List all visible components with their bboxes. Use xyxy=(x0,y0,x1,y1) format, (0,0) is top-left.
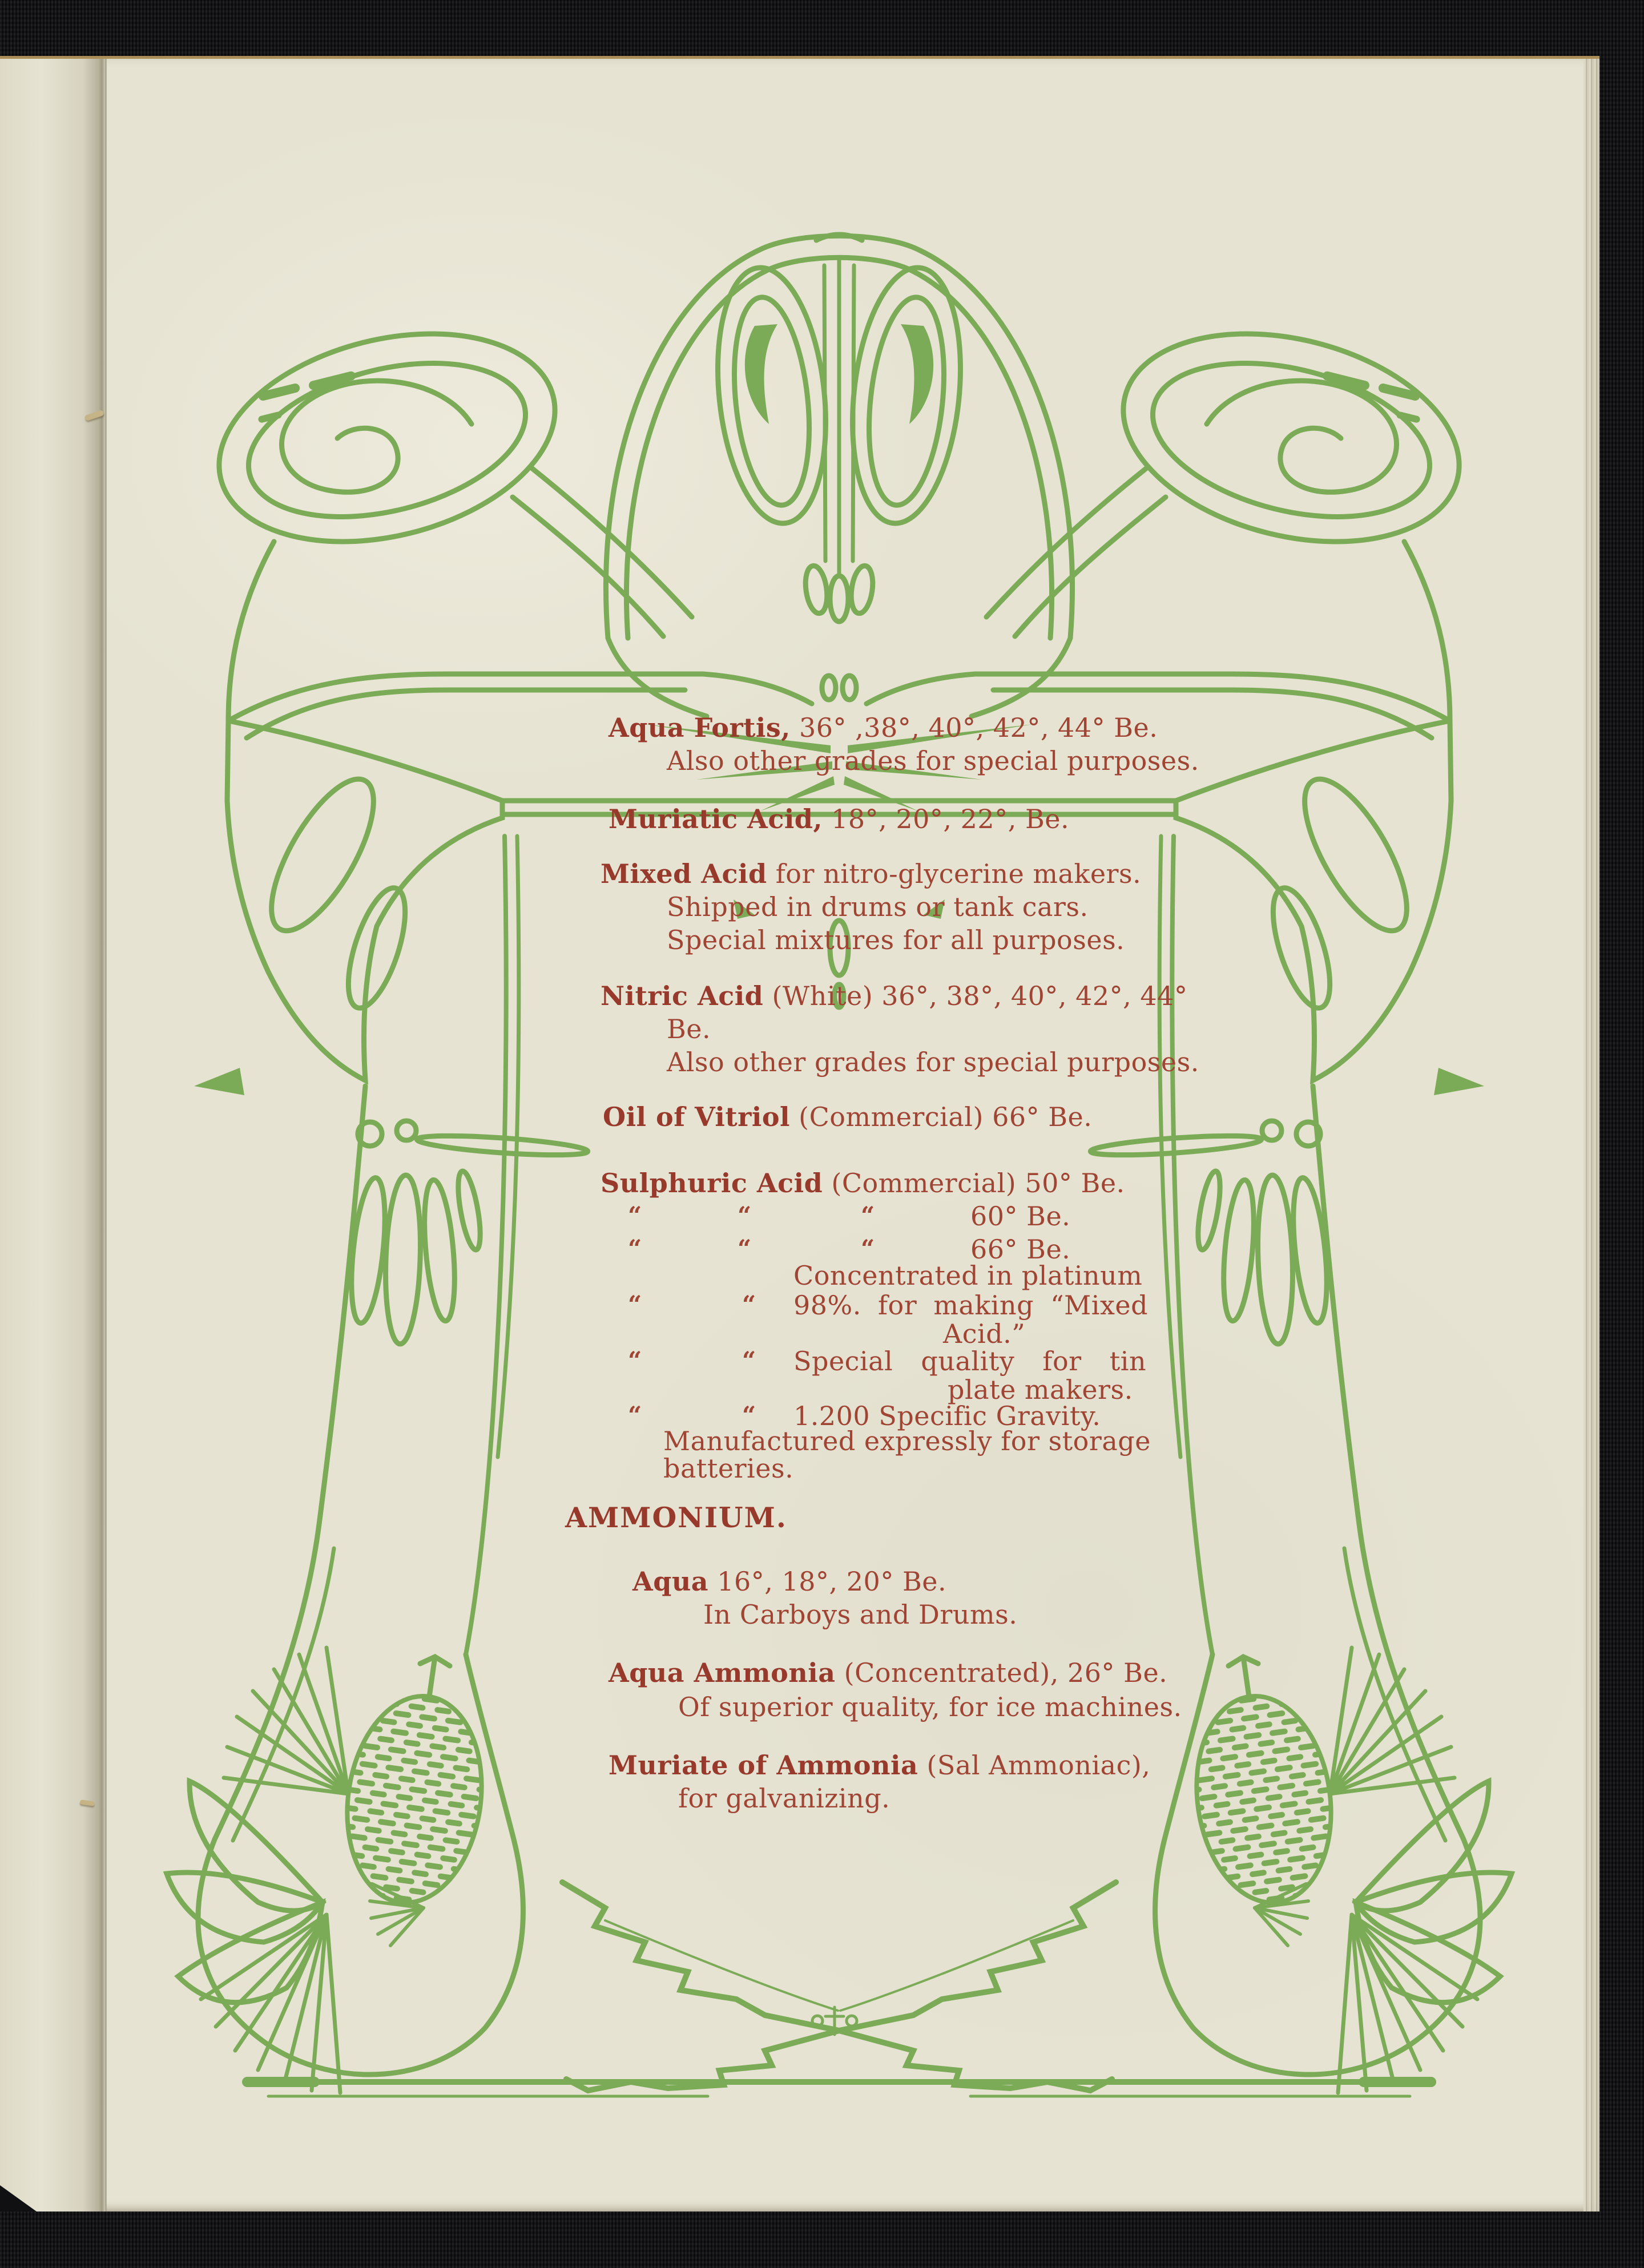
line-be: Be. xyxy=(667,1014,711,1044)
ditto-mark: “ xyxy=(742,1401,756,1429)
ditto-mark: “ xyxy=(628,1346,642,1374)
book-page xyxy=(0,56,1599,2211)
line-98-percent: 98%. for making “Mixed xyxy=(793,1290,1149,1321)
ditto-mark: “ xyxy=(742,1346,756,1374)
line-aqua-fortis: Aqua Fortis, 36° ,38°, 40°, 42°, 44° Be. xyxy=(609,712,1158,743)
line-galvanizing: for galvanizing. xyxy=(678,1783,890,1814)
ditto-mark: “ xyxy=(861,1201,875,1229)
line-nitric-acid: Nitric Acid (White) 36°, 38°, 40°, 42°, 44° xyxy=(601,980,1188,1011)
printed-text xyxy=(0,59,1599,2211)
line-66-be: 66° Be. xyxy=(970,1234,1071,1265)
line-specific-gravity: 1.200 Specific Gravity. xyxy=(793,1401,1101,1431)
heading-ammonium: AMMONIUM. xyxy=(565,1501,787,1534)
line-concentrated: Concentrated in platinum xyxy=(793,1260,1143,1291)
ditto-mark: “ xyxy=(742,1290,756,1318)
line-60-be: 60° Be. xyxy=(970,1201,1071,1232)
line-also-grades-1: Also other grades for special purposes. xyxy=(667,745,1199,776)
line-plate-makers: plate makers. xyxy=(948,1374,1133,1405)
line-special-quality: Special quality for tin xyxy=(793,1346,1147,1377)
line-carboys: In Carboys and Drums. xyxy=(703,1599,1018,1630)
ditto-mark: “ xyxy=(628,1290,642,1318)
ditto-mark: “ xyxy=(628,1401,642,1429)
line-sulphuric-acid: Sulphuric Acid (Commercial) 50° Be. xyxy=(601,1168,1125,1198)
line-batteries: batteries. xyxy=(663,1453,794,1484)
line-manufactured: Manufactured expressly for storage xyxy=(663,1426,1151,1456)
line-aqua: Aqua 16°, 18°, 20° Be. xyxy=(632,1566,947,1597)
line-muriate-ammonia: Muriate of Ammonia (Sal Ammoniac), xyxy=(609,1750,1151,1781)
line-acid-quote: Acid.” xyxy=(943,1318,1026,1349)
line-muriatic-acid: Muriatic Acid, 18°, 20°, 22°, Be. xyxy=(609,804,1070,834)
line-also-grades-2: Also other grades for special purposes. xyxy=(667,1047,1199,1077)
ditto-mark: “ xyxy=(738,1201,752,1229)
line-shipped: Shipped in drums or tank cars. xyxy=(667,891,1089,922)
ditto-mark: “ xyxy=(861,1234,875,1262)
line-special-mixtures: Special mixtures for all purposes. xyxy=(667,925,1125,955)
ditto-mark: “ xyxy=(628,1234,642,1262)
ditto-mark: “ xyxy=(628,1201,642,1229)
line-superior-quality: Of superior quality, for ice machines. xyxy=(678,1692,1182,1722)
line-mixed-acid: Mixed Acid for nitro-glycerine makers. xyxy=(601,858,1142,889)
page-corner-shadow xyxy=(0,2185,37,2211)
ditto-mark: “ xyxy=(738,1234,752,1262)
line-aqua-ammonia: Aqua Ammonia (Concentrated), 26° Be. xyxy=(609,1657,1168,1688)
line-oil-of-vitriol: Oil of Vitriol (Commercial) 66° Be. xyxy=(603,1101,1093,1132)
